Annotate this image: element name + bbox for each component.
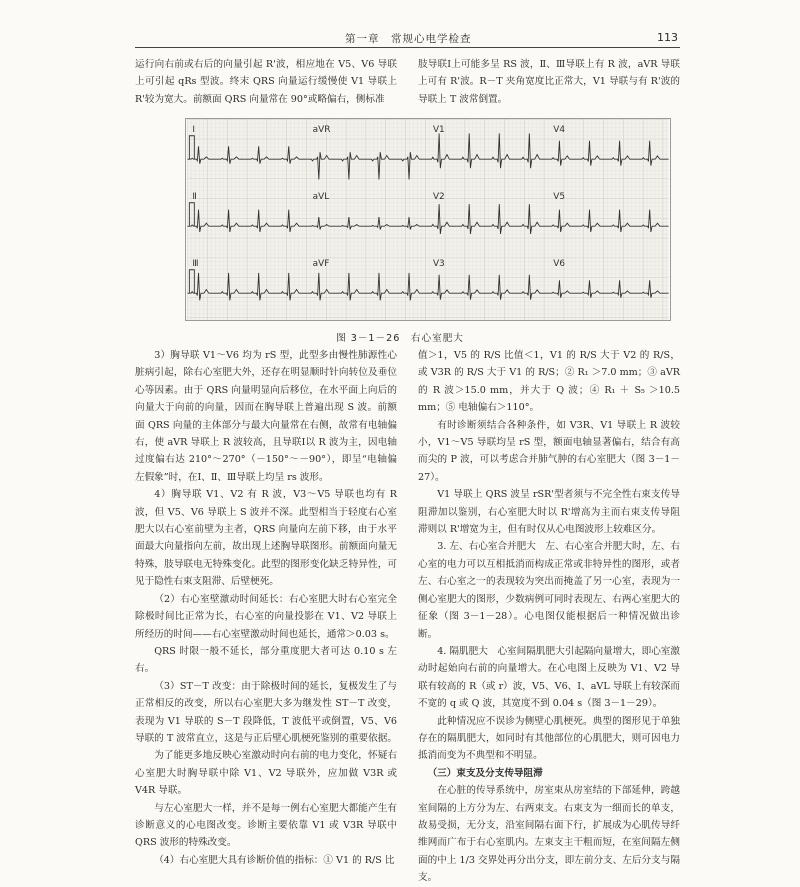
ecg-lead-label: V2 bbox=[432, 191, 445, 202]
paragraph: 与左心室肥大一样，并不是每一例右心室肥大都能产生有诊断意义的心电图改变。诊断主要依靠 V1 或 V3R 导联中 QRS 波形的特殊改变。 bbox=[135, 802, 397, 849]
paragraph: 有时诊断须结合各种条件，如 V3R、V1 导联上 R 波较小，V1～V5 导联均呈 rS 型，额面电轴显著偏右，结合有高而尖的 P 波，可以考虑合并肺气肿的右心室肥大（图 3－1－27）。 bbox=[418, 419, 680, 483]
paragraph: 3）胸导联 V1～V6 均为 rS 型，此型多由慢性肺源性心脏病引起，除右心室肥大外，还存在明显顺时针向转位及垂位心等因素。由于 QRS 向量明显向后移位，在水平面上向后的向量大于向前的向量，因而在胸导联上普遍出现 S 波。前额面 QRS 向量的主体部分与最大向量常在右侧，故常有电轴偏右，使 aVR 导联上 R 波较高，且导联Ⅰ以 R 波为主，因电轴过度偏右达 210°～270°（－150°～－90°），即呈“电轴偏左假象”时，在Ⅰ、Ⅱ、Ⅲ导联上均呈 rs 波形。 bbox=[135, 350, 397, 483]
ecg-lead-label: Ⅲ bbox=[192, 258, 199, 269]
paragraph: 肢导联Ⅰ上可能多呈 RS 波，Ⅱ、Ⅲ导联上有 R 波，aVR 导联上可有 R'波。R－T 夹角宽度比正常大，V1 导联与有 R'波的导联上 T 波常倒置。 bbox=[418, 59, 680, 105]
ecg-lead-label: V6 bbox=[553, 258, 566, 269]
figure-caption: 图 3－1－26 右心室肥大 bbox=[336, 333, 464, 344]
paragraph: 4. 隔肌肥大 心室间隔肌肥大引起隔向量增大，即心室激动时起始向右前的向量增大。在心电图上反映为 V1、V2 导联有较高的 R（或 r）波，V5、V6、Ⅰ、aVL 导联上有较深而不宽的 q 或 Q 波，其宽度不到 0.04 s（图 3－1－29）。 bbox=[418, 645, 680, 710]
paragraph: 4）胸导联 V1、V2 有 R 波，V3～V5 导联也均有 R 波，但 V5、V6 导联上 S 波并不深。此型相当于轻度右心室肥大以右心室前壁为主者，QRS 向量向左前下移，由于水平面最大向量指向左前，故出现上述胸导联图形。前额面向量无特殊，肢导联电无特殊变化。此型的图形变化缺乏特异性，可见于隐性右束支阻滞、后壁梗死。 bbox=[135, 489, 397, 588]
ecg-lead-label: Ⅰ bbox=[192, 124, 195, 135]
top-right-column bbox=[418, 56, 680, 108]
paragraph: 3. 左、右心室合并肥大 左、右心室合并肥大时，左、右心室的电力可以互相抵消而构成正常或非特异性的图形，或者左、右心室之一的表现较为突出而掩盖了另一心室，表现为一侧心室肥大的图形，少数病例可同时表现左、右两心室肥大的征象（图 3－1－28）。心电图仅能根据后一种情况做出诊断。 bbox=[418, 541, 680, 640]
paragraph: （4）右心室肥大具有诊断价值的指标：① V1 的 R/S 比 bbox=[154, 854, 395, 866]
paragraph: 运行向右前或右后的向量引起 R'波，相应地在 V5、V6 导联上可引起 qRs 型波。终末 QRS 向量运行缓慢使 V1 导联上 R'较为宽大。前额面 QRS 向量常在 90°或略偏右，侧标准 bbox=[135, 59, 397, 105]
bottom-left-column bbox=[135, 347, 397, 869]
paragraph: （2）右心室壁激动时间延长：右心室肥大时右心室完全除极时间比正常为长，右心室的向量投影在 V1、V2 导联上所经历的时间——右心室壁激动时间也延长，通常＞0.03 s。 bbox=[135, 593, 397, 640]
bottom-right-column bbox=[418, 347, 680, 887]
ecg-lead-label: Ⅱ bbox=[192, 191, 197, 202]
ecg-lead-label: V3 bbox=[432, 258, 445, 269]
ecg-lead-label: V5 bbox=[553, 191, 566, 202]
ecg-lead-label: V4 bbox=[553, 124, 566, 135]
paragraph: 为了能更多地反映心室激动时向右前的电力变化，怀疑右心室肥大时胸导联中除 V1、V2 导联外，应加做 V3R 或 V4R 导联。 bbox=[135, 750, 397, 797]
ecg-lead-label: aVF bbox=[312, 258, 330, 269]
paragraph: V1 导联上 QRS 波呈 rSR'型者须与不完全性右束支传导阻滞加以鉴别，右心室肥大时以 R'增高为主而右束支传导阻滞则以 R'增宽为主，但有时仅从心电图波形上较难区分。 bbox=[418, 489, 680, 536]
ecg-figure bbox=[185, 118, 671, 321]
paragraph: （3）ST－T 改变：由于除极时间的延长，复极发生了与正常相反的改变，所以右心室肥大多为继发性 ST－T 改变，表现为 V1 导联的 S－T 段降低，T 波低平或倒置，V5、V6 导联的 T 波常直立，这是与正后壁心肌梗死鉴别的重要依据。 bbox=[135, 680, 397, 744]
paragraph: 值＞1，V5 的 R/S 比值＜1，V1 的 R/S 大于 V2 的 R/S，或 V3R 的 R/S 大于 V1 的 R/S；② R₁ ＞7.0 mm；③ aVR 的 R 波＞15.0 mm，并大于 Q 波；④ R₁ ＋ S₅ ＞10.5 mm；⑤ 电轴偏右＞110°。 bbox=[418, 350, 680, 414]
paragraph: QRS 时限一般不延长，部分重度肥大者可达 0.10 s 左右。 bbox=[135, 645, 397, 675]
ecg-lead-label: V1 bbox=[432, 124, 445, 135]
page-header bbox=[135, 30, 680, 48]
ecg-lead-label: aVR bbox=[312, 124, 331, 135]
ecg-lead-label: aVL bbox=[312, 191, 330, 202]
page-number: 113 bbox=[657, 31, 678, 44]
paragraph: 此种情况应不误诊为侧壁心肌梗死。典型的图形见于单独存在的隔肌肥大，如同时有其他部位的心肌肥大，则可因电力抵消而变为不典型和不明显。 bbox=[418, 715, 680, 762]
chapter-title: 第一章 常规心电学检查 bbox=[345, 33, 472, 45]
section-heading: （三）束支及分支传导阻滞 bbox=[427, 767, 543, 779]
paragraph: 在心脏的传导系统中，房室束从房室结的下部延伸，跨越室间隔的上方分为左、右两束支。右束支为一细而长的单支，故易受损，无分支，沿室间隔右面下行，扩展成为心肌传导纤维网而广布于右心室肌内。左束支主干粗而短，在室间隔左侧面的中上 1/3 交界处再分出分支，即左前分支、左后分支与隔支。 bbox=[418, 785, 680, 884]
top-left-column bbox=[135, 56, 397, 108]
